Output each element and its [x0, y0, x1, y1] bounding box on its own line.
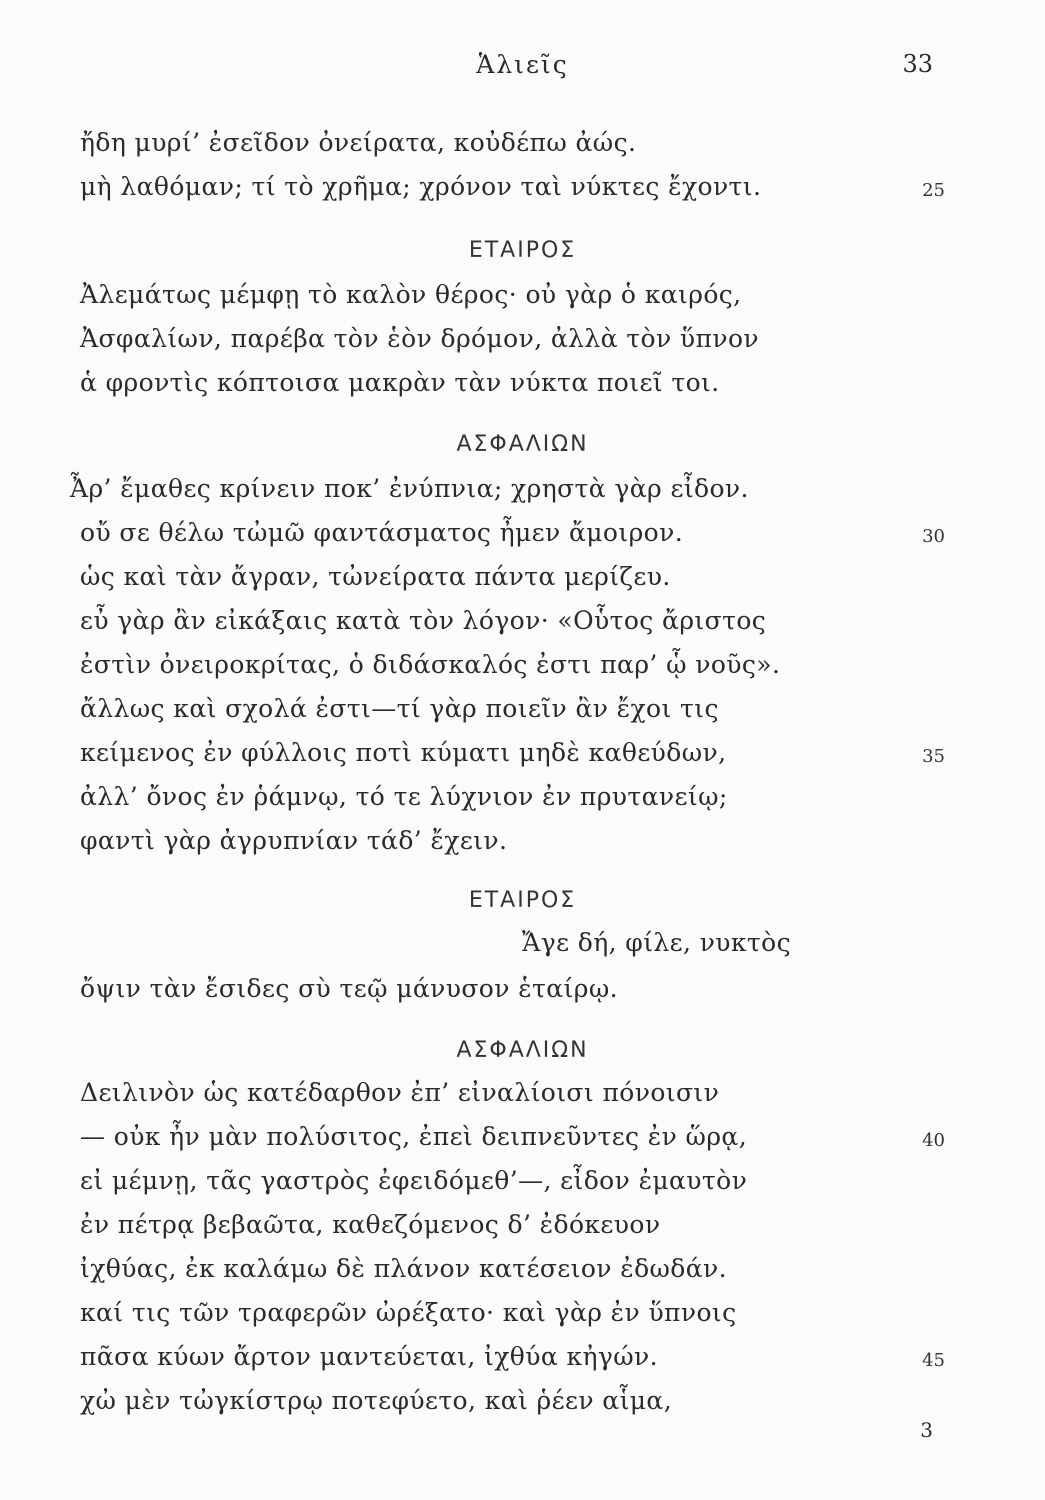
speaker-label: ΕΤΑΙΡΟΣ	[468, 238, 577, 263]
speaker-label: ΑΣΦΑΛΙΩΝ	[456, 432, 589, 457]
verse-line: Ἀσφαλίων, παρέβα τὸν ἑὸν δρόμον, ἀλλὰ τὸν ὕπνον	[80, 324, 760, 353]
verse-line: φαντὶ γὰρ ἀγρυπνίαν τάδ’ ἔχειν.	[80, 826, 508, 855]
verse-line: κείμενος ἐν φύλλοις ποτὶ κύματι μηδὲ καθεύδων,	[80, 738, 727, 767]
verse-line: μὴ λαθόμαν; τί τὸ χρῆμα; χρόνον ταὶ νύκτες ἔχοντι.	[80, 172, 762, 201]
line-number: 35	[922, 746, 945, 767]
verse-line: ἐστὶν ὀνειροκρίτας, ὁ διδάσκαλός ἐστι παρ’ ᾧ νοῦς».	[80, 650, 781, 679]
line-number: 30	[922, 526, 945, 547]
speaker-label: ΕΤΑΙΡΟΣ	[468, 888, 577, 913]
running-title: Ἁλιεῖς	[476, 50, 569, 79]
verse-line: ἰχθύας, ἐκ καλάμω δὲ πλάνον κατέσειον ἐδωδάν.	[80, 1254, 727, 1283]
verse-line: οὔ σε θέλω τὠμῶ φαντάσματος ἦμεν ἄμοιρον.	[80, 518, 684, 547]
line-number: 40	[922, 1130, 945, 1151]
verse-line: Ἆρ’ ἔμαθες κρίνειν ποκ’ ἐνύπνια; χρηστὰ γὰρ εἶδον.	[70, 474, 749, 503]
verse-line: ἤδη μυρί’ ἐσεῖδον ὀνείρατα, κοὐδέπω ἀώς.	[80, 128, 637, 157]
verse-line: ἄλλως καὶ σχολά ἐστι—τί γὰρ ποιεῖν ἂν ἔχοι τις	[80, 694, 719, 723]
verse-line: Ἀλεμάτως μέμφῃ τὸ καλὸν θέρος· οὐ γὰρ ὁ καιρός,	[80, 280, 742, 309]
signature-mark: 3	[920, 1418, 933, 1442]
verse-line: — οὐκ ἦν μὰν πολύσιτος, ἐπεὶ δειπνεῦντες ἐν ὥρᾳ,	[80, 1122, 748, 1151]
page-number: 33	[902, 50, 933, 78]
line-number: 45	[922, 1350, 945, 1371]
verse-line: εὖ γὰρ ἂν εἰκάξαις κατὰ τὸν λόγον· «Οὗτος ἄριστος	[80, 606, 767, 635]
verse-line: Ἄγε δή, φίλε, νυκτὸς	[522, 928, 792, 957]
verse-line: ὄψιν τὰν ἔσιδες σὺ τεῷ μάνυσον ἑταίρῳ.	[80, 974, 618, 1003]
verse-line: ἁ φροντὶς κόπτοισα μακρὰν τὰν νύκτα ποιεῖ τοι.	[80, 368, 720, 397]
line-number: 25	[922, 180, 945, 201]
verse-line: χὠ μὲν τὠγκίστρῳ ποτεφύετο, καὶ ῥέεν αἷμα,	[80, 1386, 673, 1415]
verse-line: εἰ μέμνῃ, τᾶς γαστρὸς ἐφειδόμεθ’—, εἶδον ἐμαυτὸν	[80, 1166, 748, 1195]
verse-line: ὡς καὶ τὰν ἄγραν, τὠνείρατα πάντα μερίζευ.	[80, 562, 671, 591]
verse-line: καί τις τῶν τραφερῶν ὠρέξατο· καὶ γὰρ ἐν ὕπνοις	[80, 1298, 737, 1327]
verse-line: ἀλλ’ ὄνος ἐν ῥάμνῳ, τό τε λύχνιον ἐν πρυτανείῳ;	[80, 782, 728, 811]
verse-line: Δειλινὸν ὡς κατέδαρθον ἐπ’ εἰναλίοισι πόνοισιν	[80, 1078, 720, 1107]
speaker-label: ΑΣΦΑΛΙΩΝ	[456, 1038, 589, 1063]
verse-line: ἐν πέτρᾳ βεβαῶτα, καθεζόμενος δ’ ἐδόκευον	[80, 1210, 661, 1239]
verse-line: πᾶσα κύων ἄρτον μαντεύεται, ἰχθύα κἠγών.	[80, 1342, 658, 1371]
